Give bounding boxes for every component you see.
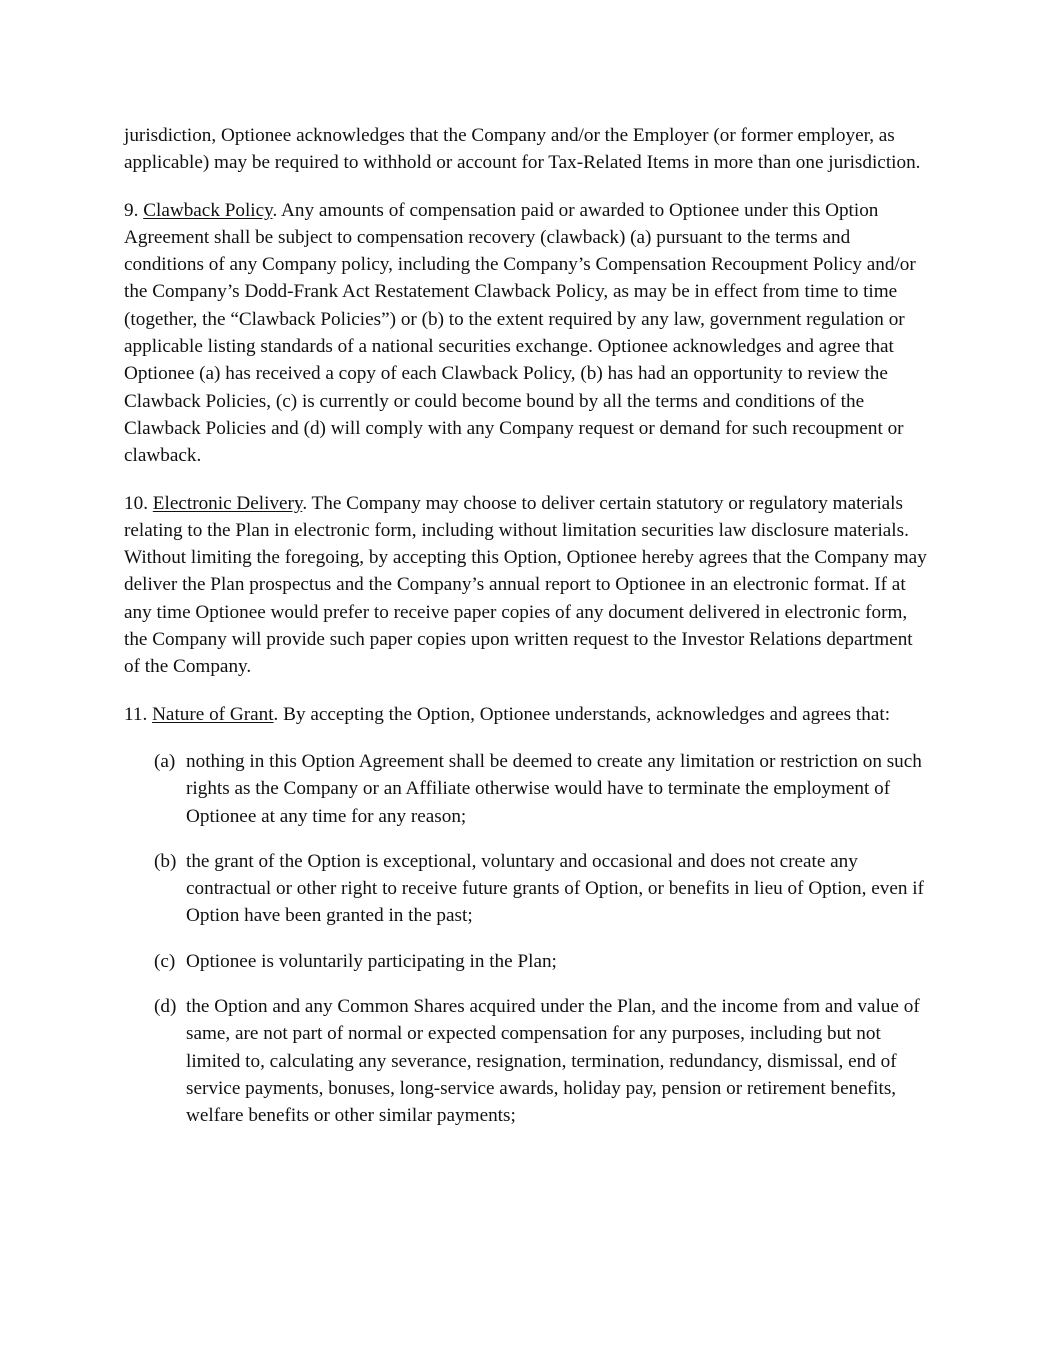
section-body: . By accepting the Option, Optionee understands, acknowledges and agrees that:: [273, 703, 891, 725]
list-item-label: (d): [154, 996, 177, 1018]
nature-of-grant-list: [124, 748, 927, 1130]
section-title: Electronic Delivery: [152, 492, 303, 514]
continuation-paragraph: jurisdiction, Optionee acknowledges that the Company and/or the Employer (or former employer, as applicable) may be required to withhold or account for Tax-Related Items in more than one jurisdiction.: [124, 125, 921, 174]
list-item-text: the Option and any Common Shares acquired under the Plan, and the income from and value of same, are not part of normal or expected compensation for any purposes, including but not limited to, calculating any severance, resignation, termination, redundancy, dismissal, end of service payments, bonuses, long-service awards, holiday pay, pension or retirement benefits, welfare benefits or other similar payments;: [186, 996, 920, 1127]
list-item-text: Optionee is voluntarily participating in the Plan;: [186, 950, 557, 972]
list-item: [124, 848, 927, 930]
list-item-text: nothing in this Option Agreement shall be deemed to create any limitation or restriction on such rights as the Company or an Affiliate otherwise would have to terminate the employment of Optionee at any time for any reason;: [186, 750, 922, 827]
list-item: [124, 993, 927, 1129]
section-9-clawback-policy: [124, 197, 927, 470]
section-body: . The Company may choose to deliver certain statutory or regulatory materials relating to the Plan in electronic form, including without limitation securities law disclosure materials. Without limiting the foregoing, by accepting this Option, Optionee hereby agrees that the Company may deliver the Plan prospectus and the Company’s annual report to Optionee in an electronic format. If at any time Optionee would prefer to receive paper copies of any document delivered in electronic form, the Company will provide such paper copies upon written request to the Investor Relations department of the Company.: [124, 492, 927, 678]
list-item: [124, 748, 927, 830]
list-item: [124, 948, 927, 975]
list-item-label: (b): [154, 850, 177, 872]
section-number: 10.: [124, 492, 148, 514]
list-item-label: (c): [154, 950, 176, 972]
section-11-nature-of-grant: [124, 701, 927, 728]
list-item-text: the grant of the Option is exceptional, voluntary and occasional and does not create any contractual or other right to receive future grants of Option, or benefits in lieu of Option, even if Option have been granted in the past;: [186, 850, 924, 927]
section-number: 9.: [124, 199, 139, 221]
section-title: Nature of Grant: [152, 703, 274, 725]
section-10-electronic-delivery: [124, 490, 927, 681]
section-body: . Any amounts of compensation paid or awarded to Optionee under this Option Agreement shall be subject to compensation recovery (clawback) (a) pursuant to the terms and conditions of any Company policy, including the Company’s Compensation Recoupment Policy and/or the Company’s Dodd-Frank Act Restatement Clawback Policy, as may be in effect from time to time (together, the “Clawback Policies”) or (b) to the extent required by any law, government regulation or applicable listing standards of a national securities exchange. Optionee acknowledges and agree that Optionee (a) has received a copy of each Clawback Policy, (b) has had an opportunity to review the Clawback Policies, (c) is currently or could become bound by all the terms and conditions of the Clawback Policies and (d) will comply with any Company request or demand for such recoupment or clawback.: [124, 199, 916, 467]
list-item-label: (a): [154, 750, 176, 772]
section-title: Clawback Policy: [143, 199, 273, 221]
section-number: 11.: [124, 703, 148, 725]
